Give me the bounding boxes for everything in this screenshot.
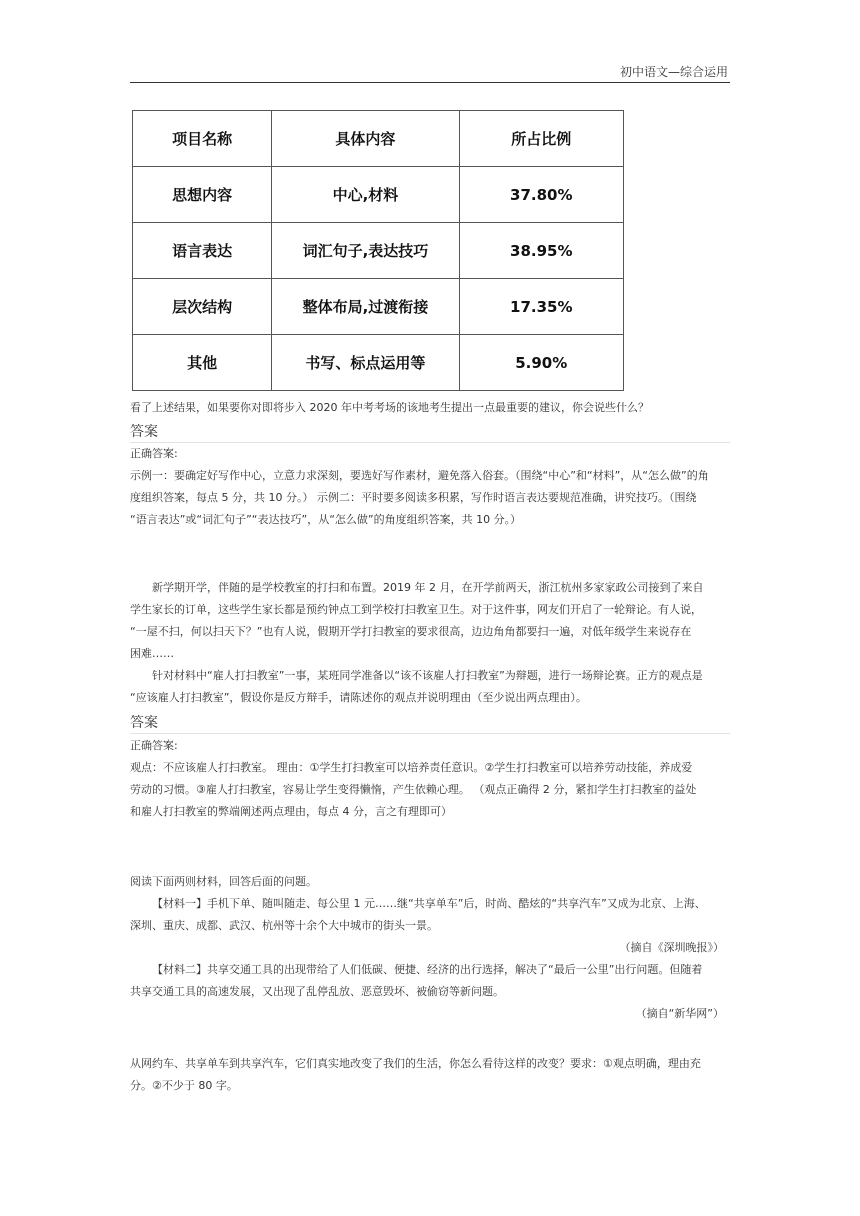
q1-answer-block [130, 443, 730, 531]
table-header-row [133, 111, 624, 167]
q1-answer-heading: 答案 [130, 422, 730, 443]
material-line: 【材料二】共享交通工具的出现带给了人们低碳、便捷、经济的出行选择，解决了“最后一公里”出行问题。但随着 [152, 963, 703, 976]
table-header-cell: 具体内容 [272, 111, 459, 167]
material-line: 深圳、重庆、成都、武汉、杭州等十余个大中城市的街头一景。 [130, 919, 438, 932]
table-cell: 层次结构 [133, 279, 272, 335]
table-row [133, 335, 624, 391]
answer-line: 和雇人打扫教室的弊端阐述两点理由，每点 4 分，言之有理即可） [130, 805, 452, 818]
subject-label: 初中语文—综合运用 [619, 65, 728, 79]
table-row [133, 279, 624, 335]
question-line: 从网约车、共享单车到共享汽车，它们真实地改变了我们的生活，你怎么看待这样的改变？要求：①观点明确，理由充 [130, 1057, 701, 1070]
q1-question: 看了上述结果，如果要你对即将步入 2020 年中考考场的该地考生提出一点最重要的建议，你会说些什么？ [130, 401, 649, 414]
question-line: 分。②不少于 80 字。 [130, 1079, 238, 1092]
table-header-cell: 项目名称 [133, 111, 272, 167]
page-header [130, 62, 730, 83]
material-line: 新学期开学，伴随的是学校教室的打扫和布置。2019 年 2 月，在开学前两天，浙江杭州多家家政公司接到了来自 [152, 581, 704, 594]
table-cell: 38.95% [459, 223, 623, 279]
answer-line: 劳动的习惯。③雇人打扫教室，容易让学生变得懒惰，产生依赖心理。 （观点正确得 2 分，紧扣学生打扫教室的益处 [130, 783, 697, 796]
question-line: “应该雇人打扫教室”，假设你是反方辩手，请陈述你的观点并说明理由（至少说出两点理由）。 [130, 691, 587, 704]
answer-line: 度组织答案，每点 5 分，共 10 分。） 示例二：平时要多阅读多积累，写作时语言表达要规范准确，讲究技巧。（围绕 [130, 491, 697, 504]
question-line: 针对材料中“雇人打扫教室”一事，某班同学准备以“该不该雇人打扫教室”为辩题，进行一场辩论赛。正方的观点是 [152, 669, 703, 682]
q2-answer-heading: 答案 [130, 713, 730, 734]
table-cell: 中心,材料 [272, 167, 459, 223]
q3-material [130, 871, 730, 1025]
material-line: “一屋不扫，何以扫天下？”也有人说，假期开学打扫教室的要求很高，边边角角都要扫一遍，对低年级学生来说存在 [130, 625, 692, 638]
table-cell: 17.35% [459, 279, 623, 335]
table-cell: 5.90% [459, 335, 623, 391]
answer-line: “语言表达”或“词汇句子”“表达技巧”，从“怎么做”的角度组织答案，共 10 分。） [130, 513, 522, 526]
table-cell: 书写、标点运用等 [272, 335, 459, 391]
table-cell: 其他 [133, 335, 272, 391]
table-cell: 整体布局,过渡衔接 [272, 279, 459, 335]
material-source: （摘自“新华网”） [635, 1007, 724, 1020]
material-source: （摘自《深圳晚报》） [619, 941, 724, 954]
q2-answer-block [130, 735, 730, 823]
material-line: 学生家长的订单，这些学生家长都是预约钟点工到学校打扫教室卫生。对于这件事，网友们开启了一轮辩论。有人说， [130, 603, 702, 616]
table-cell: 词汇句子,表达技巧 [272, 223, 459, 279]
table-cell: 37.80% [459, 167, 623, 223]
correct-answer-label: 正确答案: [130, 447, 178, 460]
material-line: 共享交通工具的高速发展，又出现了乱停乱放、恶意毁坏、被偷窃等新问题。 [130, 985, 504, 998]
table-row [133, 223, 624, 279]
answer-line: 示例一：要确定好写作中心，立意力求深刻，要选好写作素材，避免落入俗套。（围绕“中心”和“材料”，从“怎么做”的角 [130, 469, 709, 482]
q3-intro: 阅读下面两则材料，回答后面的问题。 [130, 875, 317, 888]
score-table [132, 110, 624, 391]
q3-question [130, 1053, 730, 1097]
correct-answer-label: 正确答案: [130, 739, 178, 752]
table-cell: 语言表达 [133, 223, 272, 279]
material-line: 【材料一】手机下单、随叫随走、每公里 1 元……继“共享单车”后，时尚、酷炫的“共享汽车”又成为北京、上海、 [152, 897, 706, 910]
table-header-cell: 所占比例 [459, 111, 623, 167]
table-row [133, 167, 624, 223]
q2-material [130, 577, 730, 709]
table-cell: 思想内容 [133, 167, 272, 223]
material-line: 困难…… [130, 647, 174, 660]
answer-line: 观点：不应该雇人打扫教室。 理由：①学生打扫教室可以培养责任意识。②学生打扫教室可以培养劳动技能，养成爱 [130, 761, 693, 774]
